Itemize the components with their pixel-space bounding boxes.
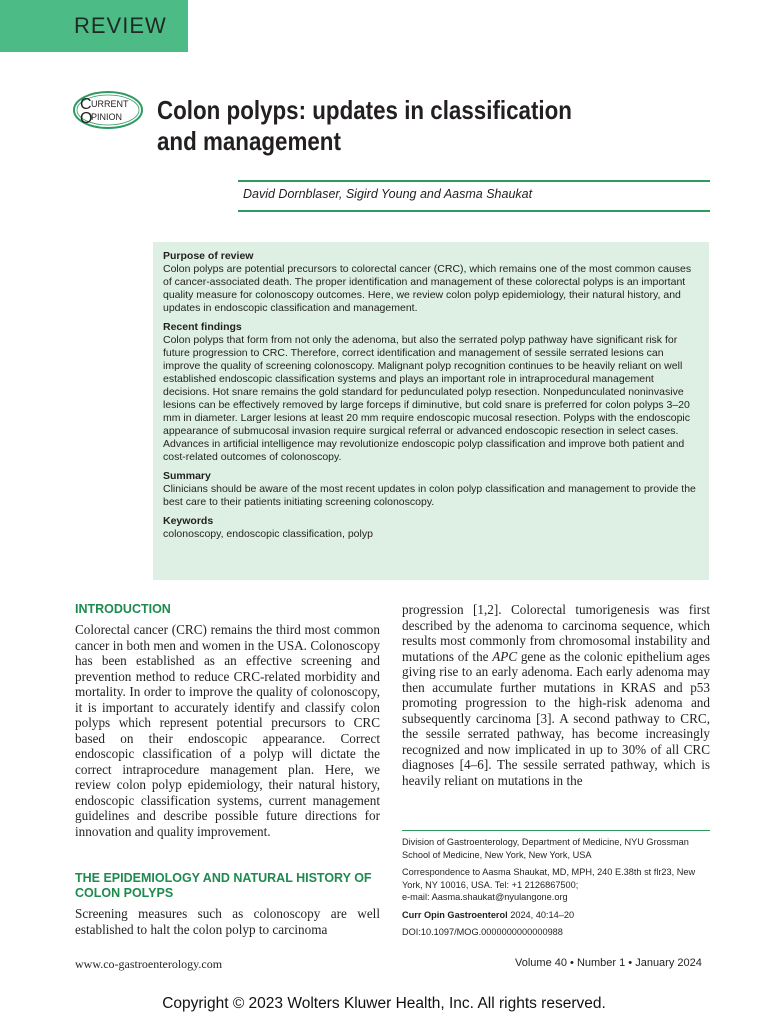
summary-text: Clinicians should be aware of the most recent updates in colon polyp classification and management to provide the best care to their patients initiating screening colonoscopy. <box>163 483 696 508</box>
division-text: Division of Gastroenterology, Department of Medicine, NYU Grossman School of Medicine, New York, New York, USA <box>402 837 689 860</box>
svg-text:C: C <box>80 96 92 113</box>
keywords-heading: Keywords <box>163 515 214 527</box>
introduction-heading: INTRODUCTION <box>75 602 171 616</box>
epidemiology-paragraph: Screening measures such as colonoscopy are well established to halt the colon polyp to carcinoma <box>75 906 380 937</box>
introduction-text <box>75 622 380 839</box>
abstract-box <box>153 242 709 580</box>
epidemiology-text <box>75 906 380 937</box>
affiliation-block <box>402 836 712 944</box>
review-section-tab <box>0 0 188 52</box>
copyright-notice: Copyright © 2023 Wolters Kluwer Health, Inc. All rights reserved. <box>162 995 606 1012</box>
right-column-text <box>402 602 710 788</box>
affiliation-rule <box>402 830 710 831</box>
section-label: REVIEW <box>74 13 167 38</box>
keywords-text: colonoscopy, endoscopic classification, polyp <box>163 528 373 540</box>
current-opinion-logo <box>72 90 144 130</box>
svg-text:O: O <box>80 110 93 127</box>
title-line-1: Colon polyps: updates in classification <box>157 95 572 125</box>
purpose-text: Colon polyps are potential precursors to colorectal cancer (CRC), which remains one of the most common causes of cancer-associated death. The proper identification and management of these colorectal polyps is an important quality measure for colonoscopy outcomes. Here, we review colon polyp epidemiology, their natural history, and updates in endoscopic classification and management. <box>163 263 692 314</box>
epidemiology-heading: THE EPIDEMIOLOGY AND NATURAL HISTORY OF COLON POLYPS <box>75 871 372 900</box>
journal-citation: Curr Opin Gastroenterol 2024, 40:14–20 <box>402 909 575 920</box>
authors-rule-bottom <box>238 210 710 212</box>
findings-heading: Recent findings <box>163 321 242 333</box>
findings-text: Colon polyps that form from not only the adenoma, but also the serrated polyp pathway have significant risk for future progression to CRC. Therefore, correct identification and management of sessile serrated lesions can improve the quality of screening colonoscopy. Malignant polyp recognition continues to be heavily reliant on well established endoscopic classification systems and plays an important role in intraprocedural management decisions. Hot snare remains the gold standard for pedunculated polyp resection. Nonpedunculated noninvasive lesions can be effectively removed by large forceps if diminutive, but cold snare is preferred for colon polyps 3–20 mm in diameter. Larger lesions at least 20 mm require endoscopic mucosal resection. Polyps with the endoscopic appearance of submucosal invasion require surgical referral or advanced endoscopic resection in select cases. Advances in artificial intelligence may revolutionize endoscopic polyp classification and improve both patient and cost-related outcomes of colonoscopy. <box>163 334 691 463</box>
introduction-paragraph: Colorectal cancer (CRC) remains the third most common cancer in both men and women in the USA. Colonoscopy has been established as an effective screening and prevention method to reduce CRC-related morbidity and mortality. In order to improve the quality of colonoscopy, it is important to accurately identify and classify colon polyps which represent potential precursors to CRC based on their endoscopic appearance. Correct endoscopic classification of a polyp will dictate the correct intraprocedure management plan. Here, we review colon polyp epidemiology, their natural history, endoscopic classification systems, current management guidelines and describe possible future directions for innovation and quality improvement. <box>75 622 380 839</box>
right-column-paragraph: progression [1,2]. Colorectal tumorigenesis was first described by the adenoma to carcinoma sequence, which results most commonly from chromosomal instability and mutations of the APC gene as the colonic epithelium ages giving rise to an early adenoma. Each early adenoma may then accumulate further mutations in KRAS and p53 promoting progression to the high-risk adenoma and subsequently carcinoma [3]. A second pathway to CRC, the sessile serrated pathway, has become increasingly recognized and now implicated in up to 30% of all CRC diagnoses [4–6]. The sessile serrated pathway, which is heavily reliant on mutations in the <box>402 602 710 788</box>
issue-info: Volume 40 • Number 1 • January 2024 <box>515 957 702 969</box>
doi-text[interactable]: DOI:10.1097/MOG.0000000000000988 <box>402 927 563 937</box>
logo-line-2: PINION <box>91 112 123 122</box>
article-title <box>157 95 639 157</box>
authors-rule-top <box>238 180 710 182</box>
author-list: David Dornblaser, Sigird Young and Aasma Shaukat <box>243 187 533 201</box>
correspondence-text: Correspondence to Aasma Shaukat, MD, MPH, 240 E.38th st flr23, New York, NY 10016, USA. Tel: +1 2126867500; e-mail: Aasma.shaukat@nyulangone.org <box>402 867 696 902</box>
logo-line-1: URRENT <box>91 99 129 109</box>
title-line-2: and management <box>157 126 341 156</box>
journal-website[interactable]: www.co-gastroenterology.com <box>75 957 223 971</box>
apc-gene: APC <box>492 648 518 664</box>
summary-heading: Summary <box>163 470 211 482</box>
purpose-heading: Purpose of review <box>163 250 254 262</box>
email-text[interactable]: e-mail: Aasma.shaukat@nyulangone.org <box>402 892 568 902</box>
